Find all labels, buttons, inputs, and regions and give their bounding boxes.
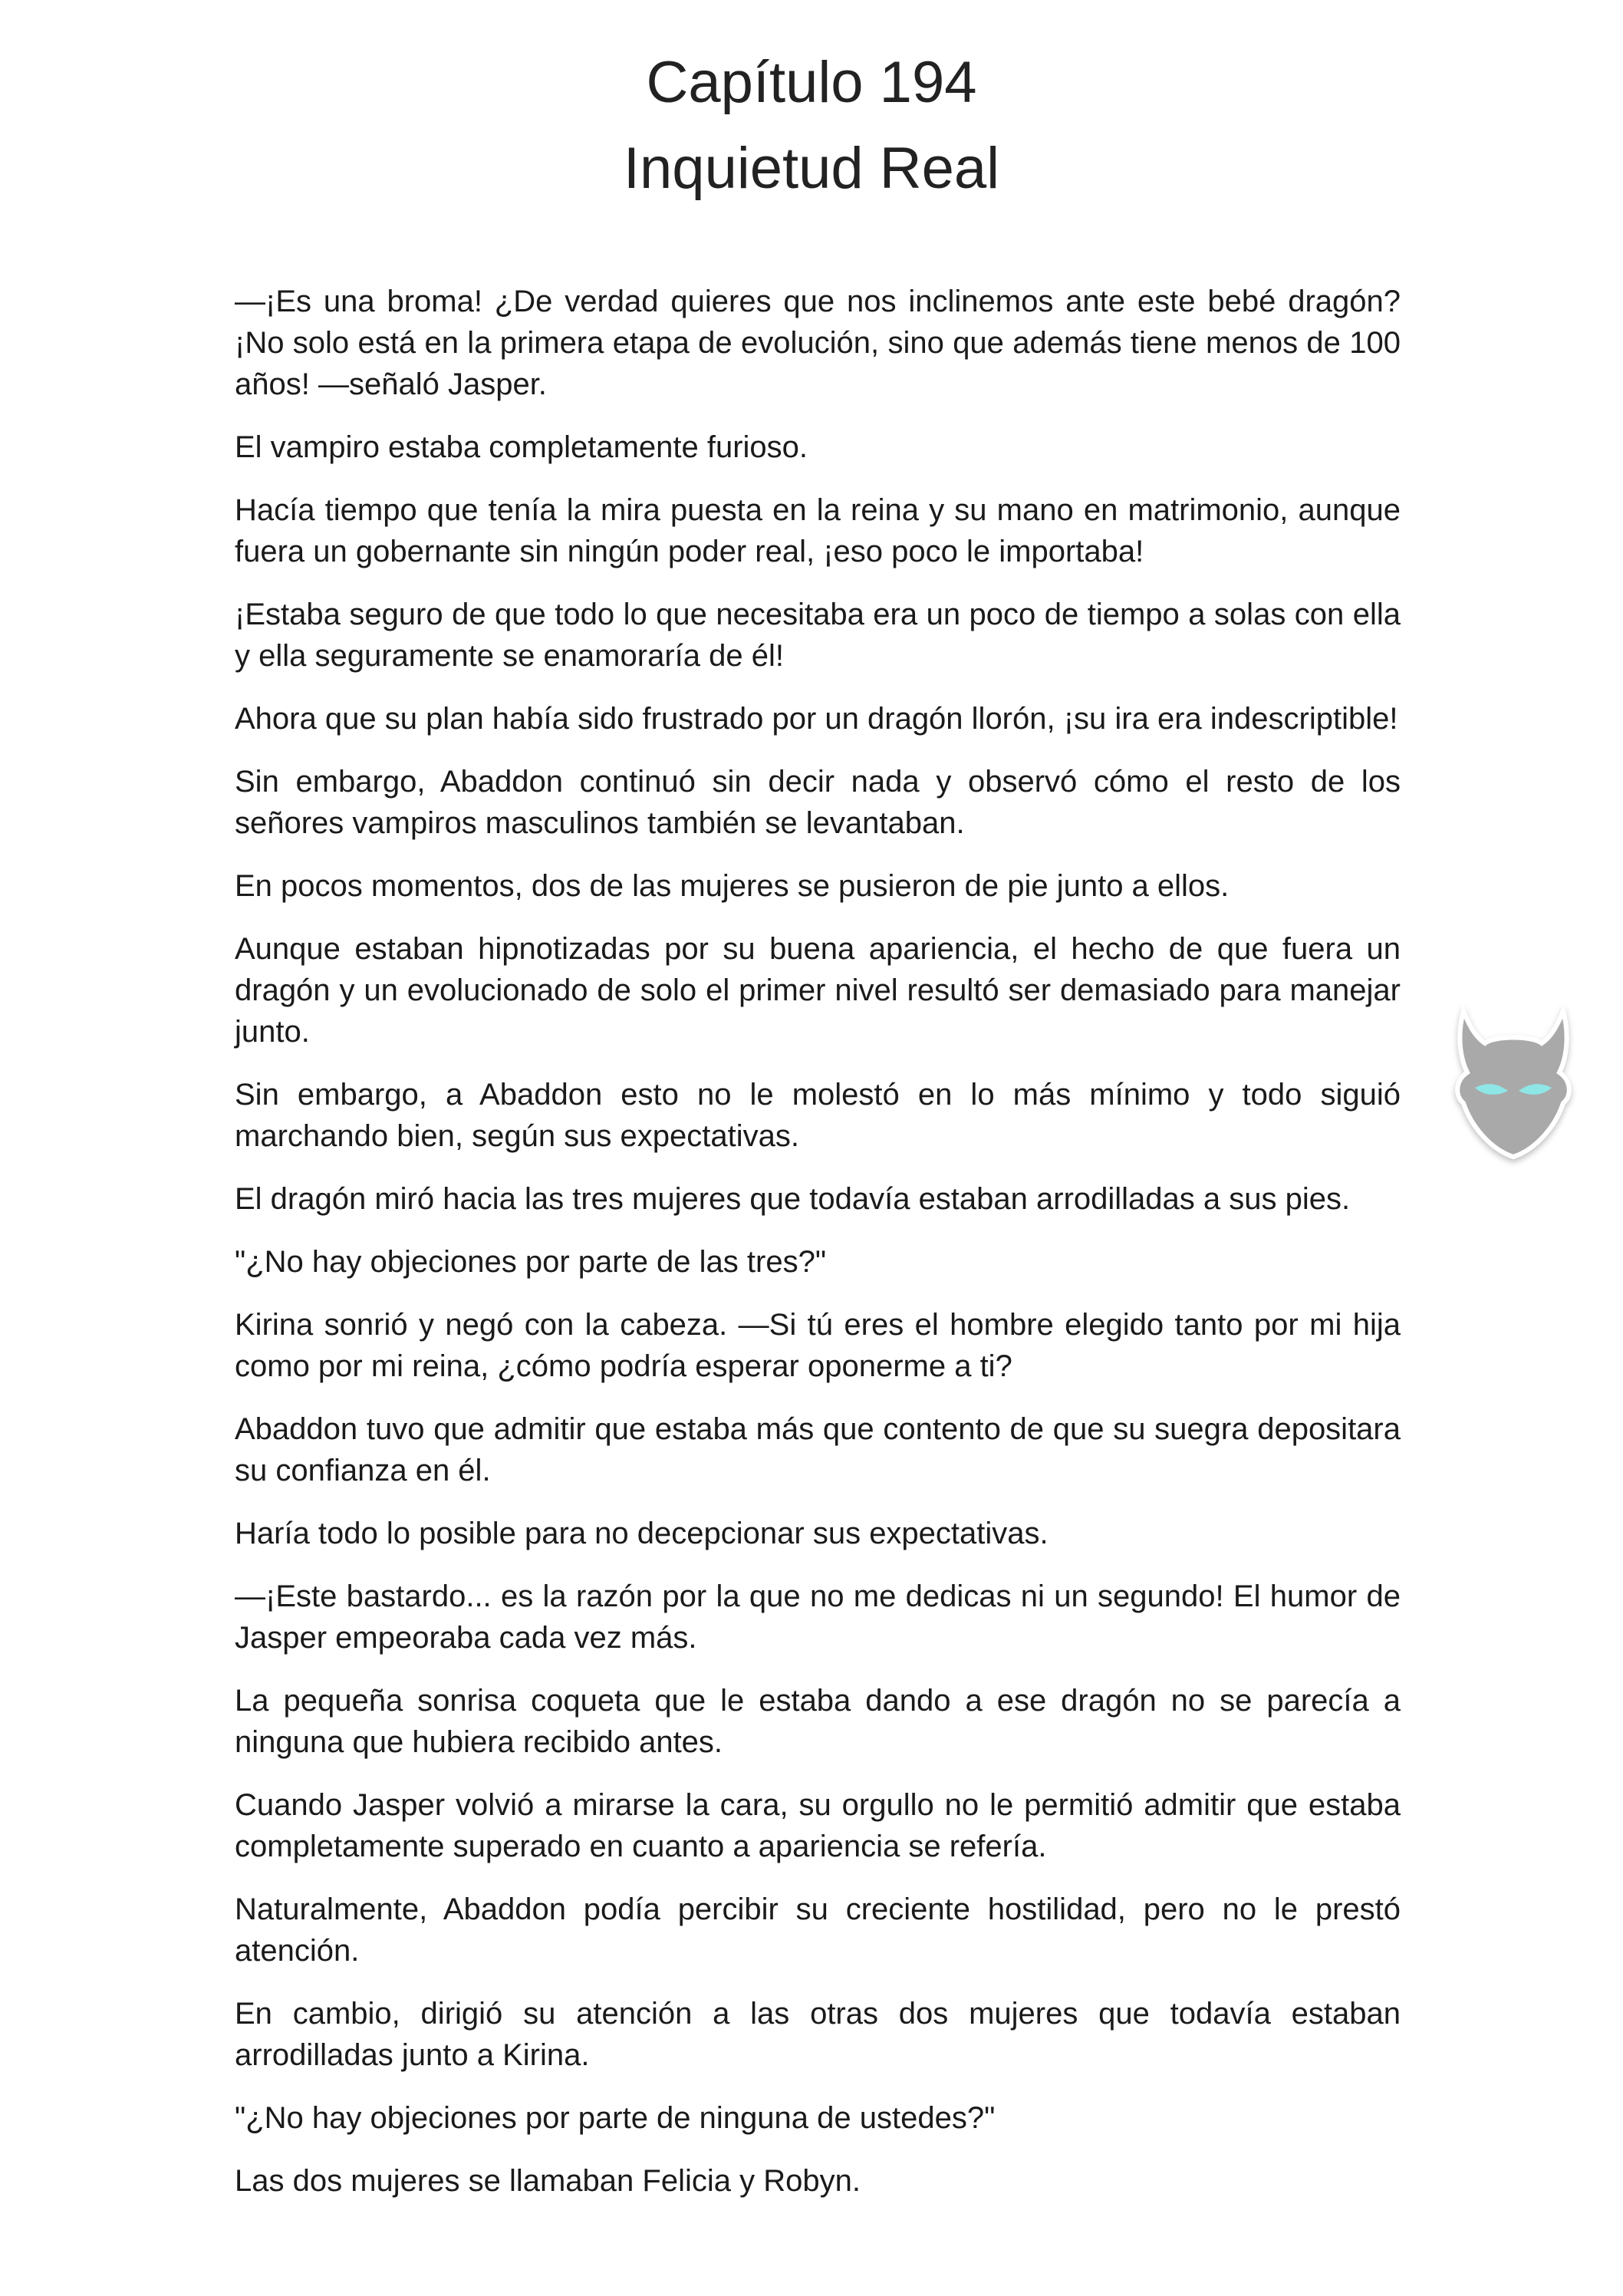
paragraph: "¿No hay objeciones por parte de las tres?" bbox=[235, 1245, 827, 1279]
chapter-title: Capítulo 194 bbox=[646, 50, 977, 115]
paragraph: El vampiro estaba completamente furioso. bbox=[235, 430, 808, 464]
paragraph: El dragón miró hacia las tres mujeres que todavía estaban arrodilladas a sus pies. bbox=[235, 1182, 1351, 1216]
paragraph: Sin embargo, Abaddon continuó sin decir nada y observó cómo el resto de los señores vampiros masculinos también se levantaban. bbox=[235, 765, 1401, 840]
paragraph: Las dos mujeres se llamaban Felicia y Robyn. bbox=[235, 2164, 861, 2198]
chapter-header bbox=[0, 40, 1623, 212]
paragraph: —¡Es una broma! ¿De verdad quieres que nos inclinemos ante este bebé dragón? ¡No solo está en la primera etapa de evolución, sino que además tiene menos de 100 años! —señaló Jasper. bbox=[235, 285, 1401, 401]
paragraph: Kirina sonrió y negó con la cabeza. —Si tú eres el hombre elegido tanto por mi hija como por mi reina, ¿cómo podría esperar oponerme a ti? bbox=[235, 1308, 1401, 1383]
chapter-body bbox=[235, 281, 1401, 2223]
paragraph: Sin embargo, a Abaddon esto no le molestó en lo más mínimo y todo siguió marchando bien, según sus expectativas. bbox=[235, 1078, 1401, 1153]
paragraph: Cuando Jasper volvió a mirarse la cara, su orgullo no le permitió admitir que estaba completamente superado en cuanto a apariencia se refería. bbox=[235, 1788, 1401, 1863]
paragraph: ¡Estaba seguro de que todo lo que necesitaba era un poco de tiempo a solas con ella y ella seguramente se enamoraría de él! bbox=[235, 598, 1401, 673]
paragraph: Aunque estaban hipnotizadas por su buena apariencia, el hecho de que fuera un dragón y un evolucionado de solo el primer nivel resultó ser demasiado para manejar junto. bbox=[235, 932, 1401, 1049]
chapter-subtitle: Inquietud Real bbox=[623, 136, 1000, 201]
paragraph: En pocos momentos, dos de las mujeres se pusieron de pie junto a ellos. bbox=[235, 869, 1230, 903]
paragraph: —¡Este bastardo... es la razón por la que no me dedicas ni un segundo! El humor de Jasper empeoraba cada vez más. bbox=[235, 1580, 1401, 1655]
paragraph: Haría todo lo posible para no decepcionar sus expectativas. bbox=[235, 1517, 1049, 1550]
paragraph: Hacía tiempo que tenía la mira puesta en la reina y su mano en matrimonio, aunque fuera un gobernante sin ningún poder real, ¡eso poco le importaba! bbox=[235, 493, 1401, 568]
paragraph: Naturalmente, Abaddon podía percibir su creciente hostilidad, pero no le prestó atención. bbox=[235, 1892, 1401, 1968]
demon-head-icon bbox=[1440, 996, 1586, 1169]
paragraph: "¿No hay objeciones por parte de ninguna de ustedes?" bbox=[235, 2101, 996, 2135]
paragraph: Ahora que su plan había sido frustrado por un dragón llorón, ¡su ira era indescriptible! bbox=[235, 702, 1398, 736]
paragraph: La pequeña sonrisa coqueta que le estaba dando a ese dragón no se parecía a ninguna que hubiera recibido antes. bbox=[235, 1684, 1401, 1759]
paragraph: En cambio, dirigió su atención a las otras dos mujeres que todavía estaban arrodilladas junto a Kirina. bbox=[235, 1997, 1401, 2072]
paragraph: Abaddon tuvo que admitir que estaba más que contento de que su suegra depositara su confianza en él. bbox=[235, 1412, 1401, 1487]
watermark-logo bbox=[1440, 996, 1586, 1169]
